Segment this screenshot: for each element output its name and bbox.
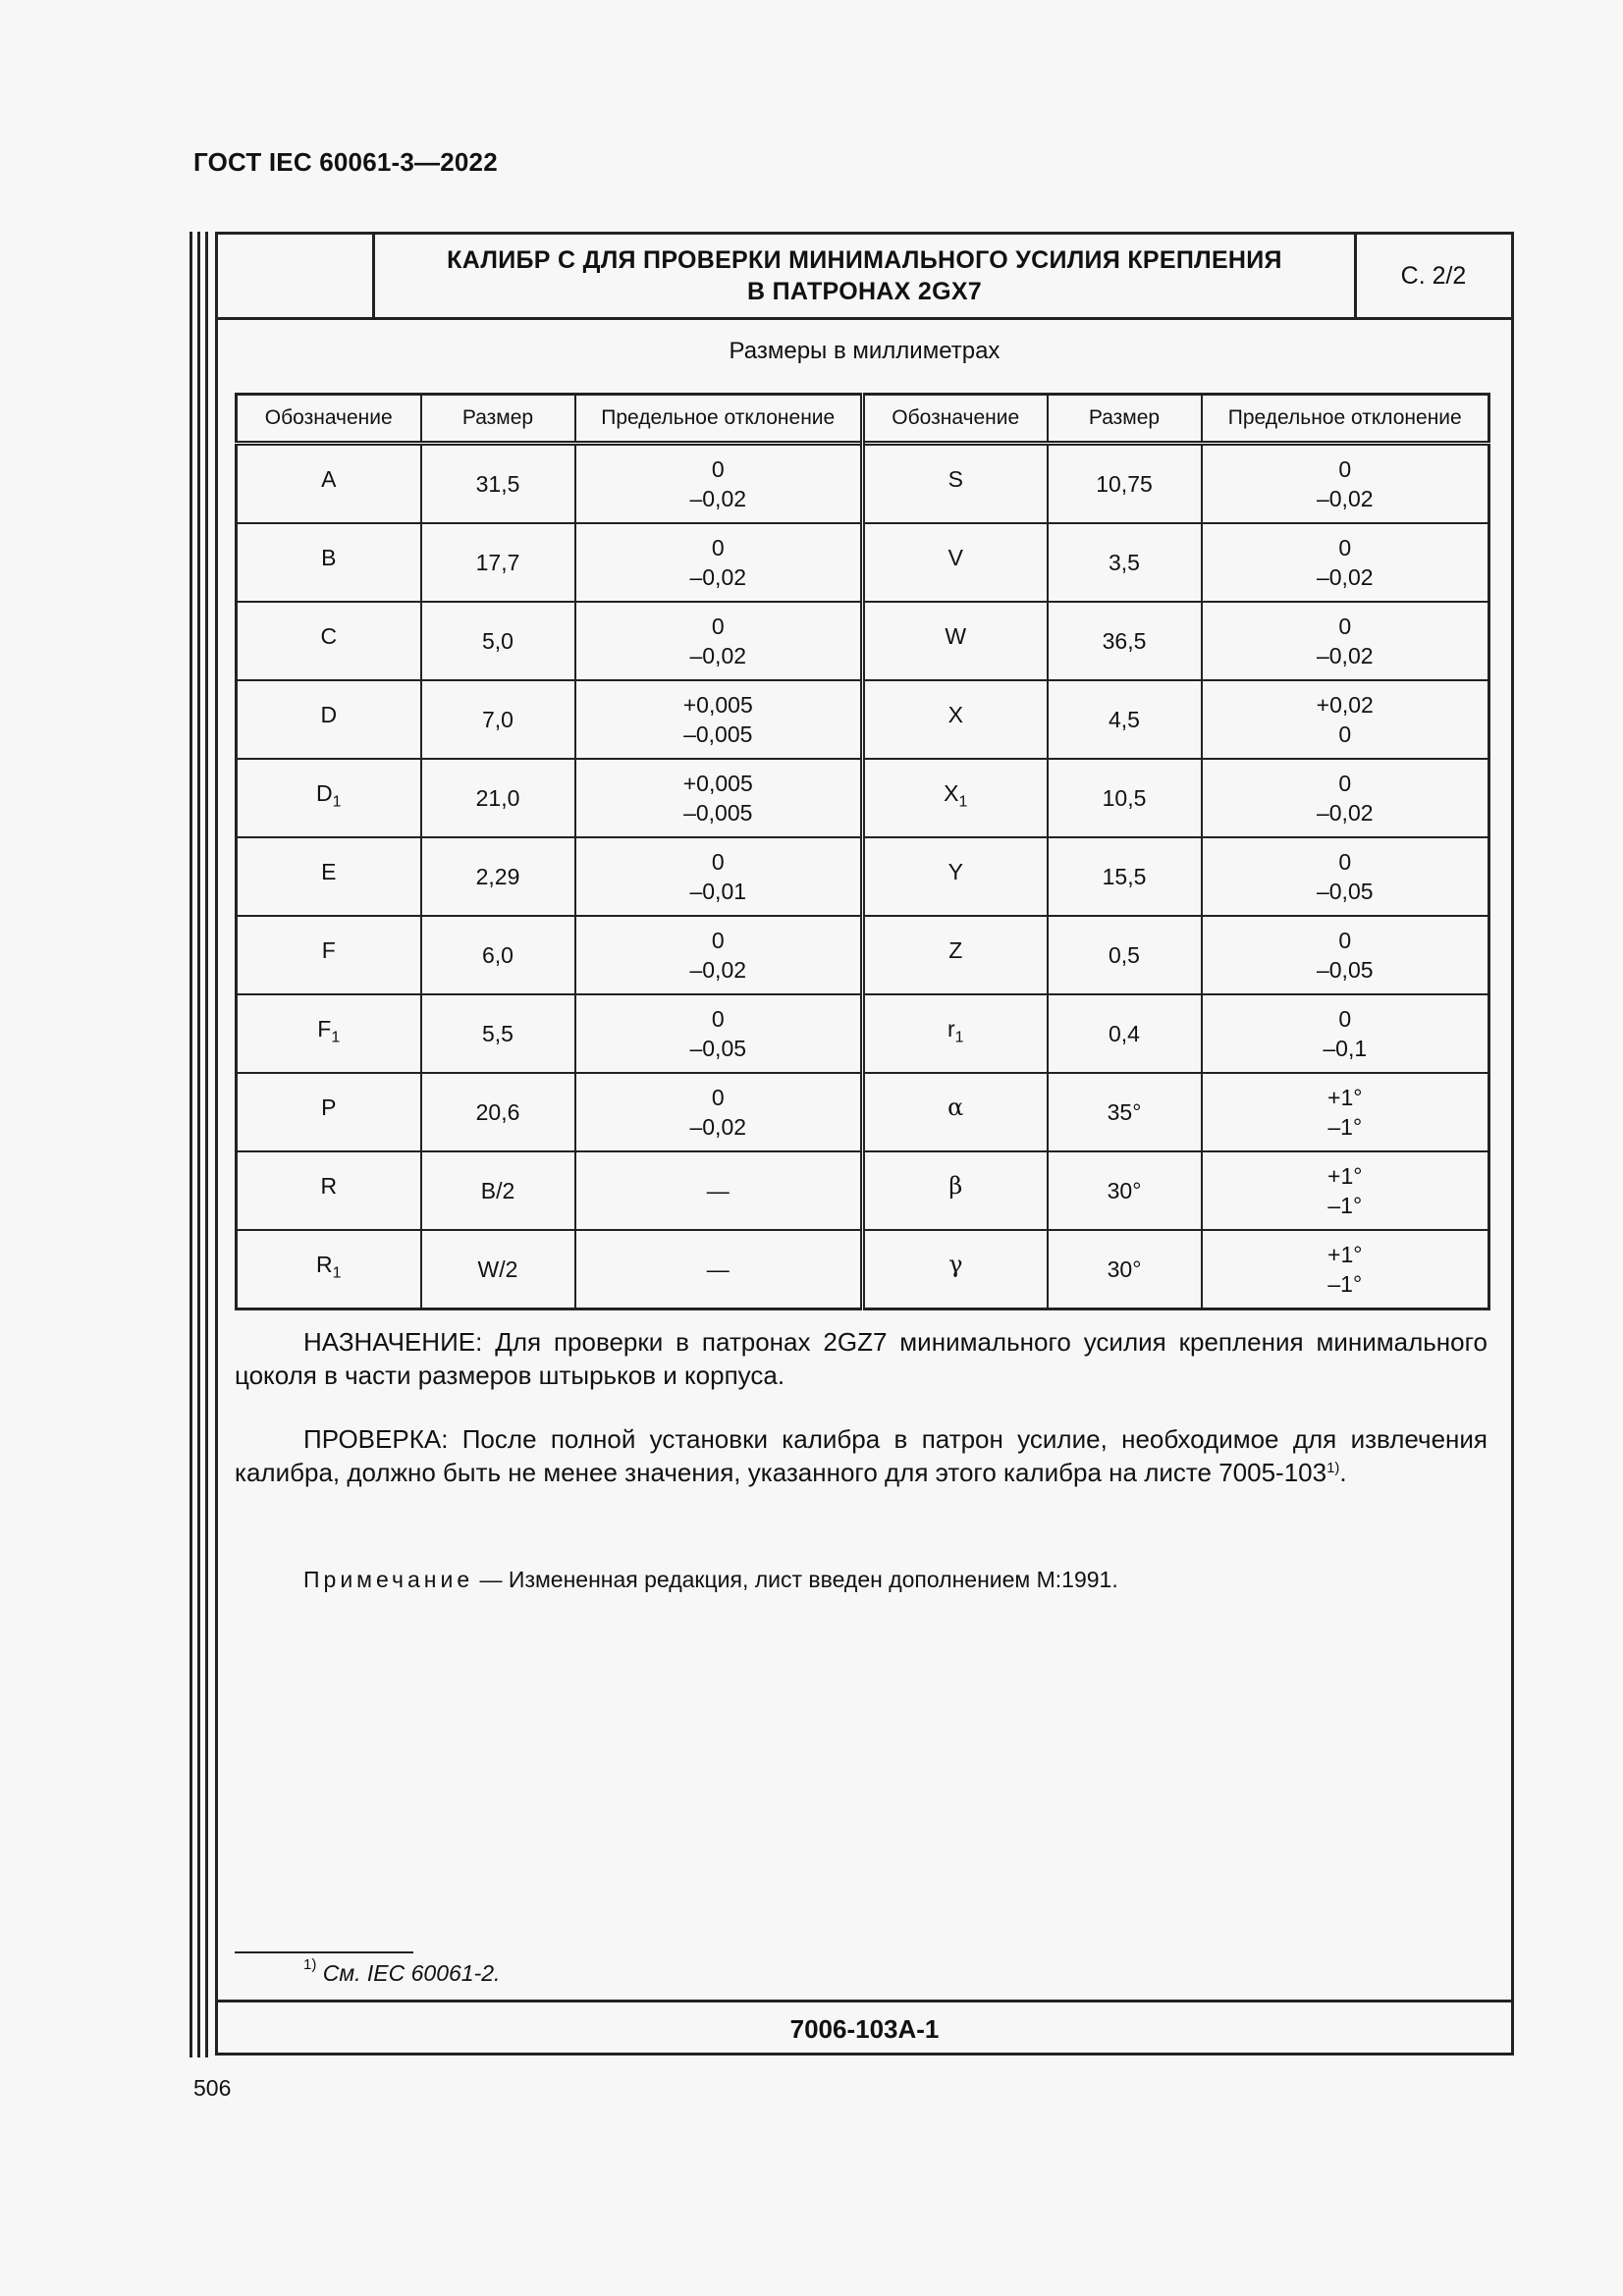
margin-bar-1 [189, 232, 192, 2057]
size-cell: 0,4 [1048, 994, 1202, 1073]
col-header: Размер [1048, 395, 1202, 444]
tolerance-cell: 0 –0,01 [575, 837, 863, 916]
designation-cell: $R_1$ [237, 1230, 421, 1309]
tolerance-cell: 0 –0,05 [1202, 837, 1489, 916]
sheet-title-line1: КАЛИБР С ДЛЯ ПРОВЕРКИ МИНИМАЛЬНОГО УСИЛИЯ КРЕПЛЕНИЯ [447, 246, 1282, 274]
designation-cell: $r_1$ [863, 994, 1048, 1073]
footnote-separator [235, 1951, 413, 1953]
designation-cell: D [237, 680, 421, 759]
tolerance-cell: 0 –0,02 [575, 916, 863, 994]
tolerance-cell: 0 –0,02 [575, 602, 863, 680]
tolerance-cell: +0,005 –0,005 [575, 759, 863, 837]
designation-cell: C [237, 602, 421, 680]
table-row [237, 759, 1489, 837]
tolerance-cell: 0 –0,1 [1202, 994, 1489, 1073]
tolerance-cell: 0 –0,02 [1202, 523, 1489, 602]
footnote-text: См. IEC 60061-2. [316, 1960, 501, 1986]
check-text: ПРОВЕРКА: После полной установки калибра в патрон усилие, необходимое для извлечения калибра, должно быть не менее значения, указанного для этого калибра на листе 7005-103 [235, 1424, 1488, 1487]
sheet-title-line2: В ПАТРОНАХ 2GX7 [747, 278, 982, 305]
page-number: 506 [193, 2075, 232, 2101]
tolerance-cell: — [575, 1230, 863, 1309]
tolerance-cell: 0 –0,05 [575, 994, 863, 1073]
designation-cell: W [863, 602, 1048, 680]
check-paragraph: ПРОВЕРКА: После полной установки калибра в патрон усилие, необходимое для извлечения калибра, должно быть не менее значения, указанного для этого калибра на листе 7005-103$^{1)}$. [235, 1424, 1488, 1487]
size-cell: B/2 [421, 1151, 575, 1230]
margin-bar-3 [205, 232, 208, 2057]
table-row [237, 916, 1489, 994]
tolerance-cell: +1° –1° [1202, 1230, 1489, 1309]
designation-cell: α [863, 1073, 1048, 1151]
title-blank-cell [218, 235, 375, 317]
col-header: Размер [421, 395, 575, 444]
tolerance-cell: +0,005 –0,005 [575, 680, 863, 759]
size-cell: 10,5 [1048, 759, 1202, 837]
size-cell: 21,0 [421, 759, 575, 837]
designation-cell: P [237, 1073, 421, 1151]
size-cell: 5,5 [421, 994, 575, 1073]
designation-cell: X [863, 680, 1048, 759]
sheet-frame [215, 232, 1514, 2056]
dimensions-note: Размеры в миллиметрах [729, 338, 1001, 364]
tolerance-cell: +1° –1° [1202, 1073, 1489, 1151]
size-cell: 36,5 [1048, 602, 1202, 680]
designation-cell: Z [863, 916, 1048, 994]
table-row [237, 1230, 1489, 1309]
table-row [237, 523, 1489, 602]
designation-cell: B [237, 523, 421, 602]
document-header: ГОСТ IEC 60061-3—2022 [193, 147, 498, 177]
size-cell: 4,5 [1048, 680, 1202, 759]
tolerance-cell: 0 –0,02 [1202, 602, 1489, 680]
size-cell: 3,5 [1048, 523, 1202, 602]
purpose-paragraph [235, 1325, 1488, 1392]
table-row [237, 994, 1489, 1073]
designation-cell: V [863, 523, 1048, 602]
designation-cell: E [237, 837, 421, 916]
tolerance-cell: 0 –0,02 [575, 523, 863, 602]
size-cell: 17,7 [421, 523, 575, 602]
col-header: Предельное отклонение [1202, 395, 1489, 444]
footnote [303, 1956, 501, 1987]
designation-cell: Y [863, 837, 1048, 916]
size-cell: 35° [1048, 1073, 1202, 1151]
sheet-page: С. 2/2 [1400, 261, 1467, 290]
table-header-row [237, 395, 1489, 444]
designation-cell: R [237, 1151, 421, 1230]
designation-cell: F [237, 916, 421, 994]
table-row [237, 602, 1489, 680]
tolerance-cell: 0 –0,05 [1202, 916, 1489, 994]
footnote-ref: 1) [1326, 1460, 1340, 1476]
margin-bar-2 [197, 232, 200, 2057]
dimensions-table [235, 393, 1490, 1310]
size-cell: 0,5 [1048, 916, 1202, 994]
designation-cell: γ [863, 1230, 1048, 1309]
purpose-text: НАЗНАЧЕНИЕ: Для проверки в патронах 2GZ7 минимального усилия крепления минимального цоколя в части размеров штырьков и корпуса. [235, 1327, 1488, 1390]
tolerance-cell: +0,02 0 [1202, 680, 1489, 759]
size-cell: 31,5 [421, 444, 575, 524]
size-cell: 10,75 [1048, 444, 1202, 524]
size-cell: 7,0 [421, 680, 575, 759]
tolerance-cell: +1° –1° [1202, 1151, 1489, 1230]
sheet-title [375, 235, 1357, 317]
col-header: Обозначение [237, 395, 421, 444]
note [303, 1567, 1118, 1593]
title-row [218, 235, 1511, 320]
size-cell: 2,29 [421, 837, 575, 916]
designation-cell: A [237, 444, 421, 524]
tolerance-cell: 0 –0,02 [575, 1073, 863, 1151]
footnote-mark: 1) [303, 1956, 317, 1973]
sheet-number: 7006-103A-1 [218, 2000, 1511, 2056]
designation-cell: $F_1$ [237, 994, 421, 1073]
size-cell: 6,0 [421, 916, 575, 994]
col-header: Обозначение [863, 395, 1048, 444]
size-cell: W/2 [421, 1230, 575, 1309]
size-cell: 5,0 [421, 602, 575, 680]
tolerance-cell: — [575, 1151, 863, 1230]
tolerance-cell: 0 –0,02 [1202, 759, 1489, 837]
table-row [237, 837, 1489, 916]
note-label: Примечание [303, 1567, 474, 1592]
size-cell: 15,5 [1048, 837, 1202, 916]
note-text: — Измененная редакция, лист введен дополнением М:1991. [473, 1567, 1118, 1592]
col-header: Предельное отклонение [575, 395, 863, 444]
designation-cell: $D_1$ [237, 759, 421, 837]
designation-cell: S [863, 444, 1048, 524]
table-row [237, 1151, 1489, 1230]
designation-cell: β [863, 1151, 1048, 1230]
tolerance-cell: 0 –0,02 [1202, 444, 1489, 524]
size-cell: 20,6 [421, 1073, 575, 1151]
table-row [237, 1073, 1489, 1151]
size-cell: 30° [1048, 1230, 1202, 1309]
designation-cell: $X_1$ [863, 759, 1048, 837]
size-cell: 30° [1048, 1151, 1202, 1230]
table-row [237, 680, 1489, 759]
tolerance-cell: 0 –0,02 [575, 444, 863, 524]
table-row [237, 444, 1489, 524]
